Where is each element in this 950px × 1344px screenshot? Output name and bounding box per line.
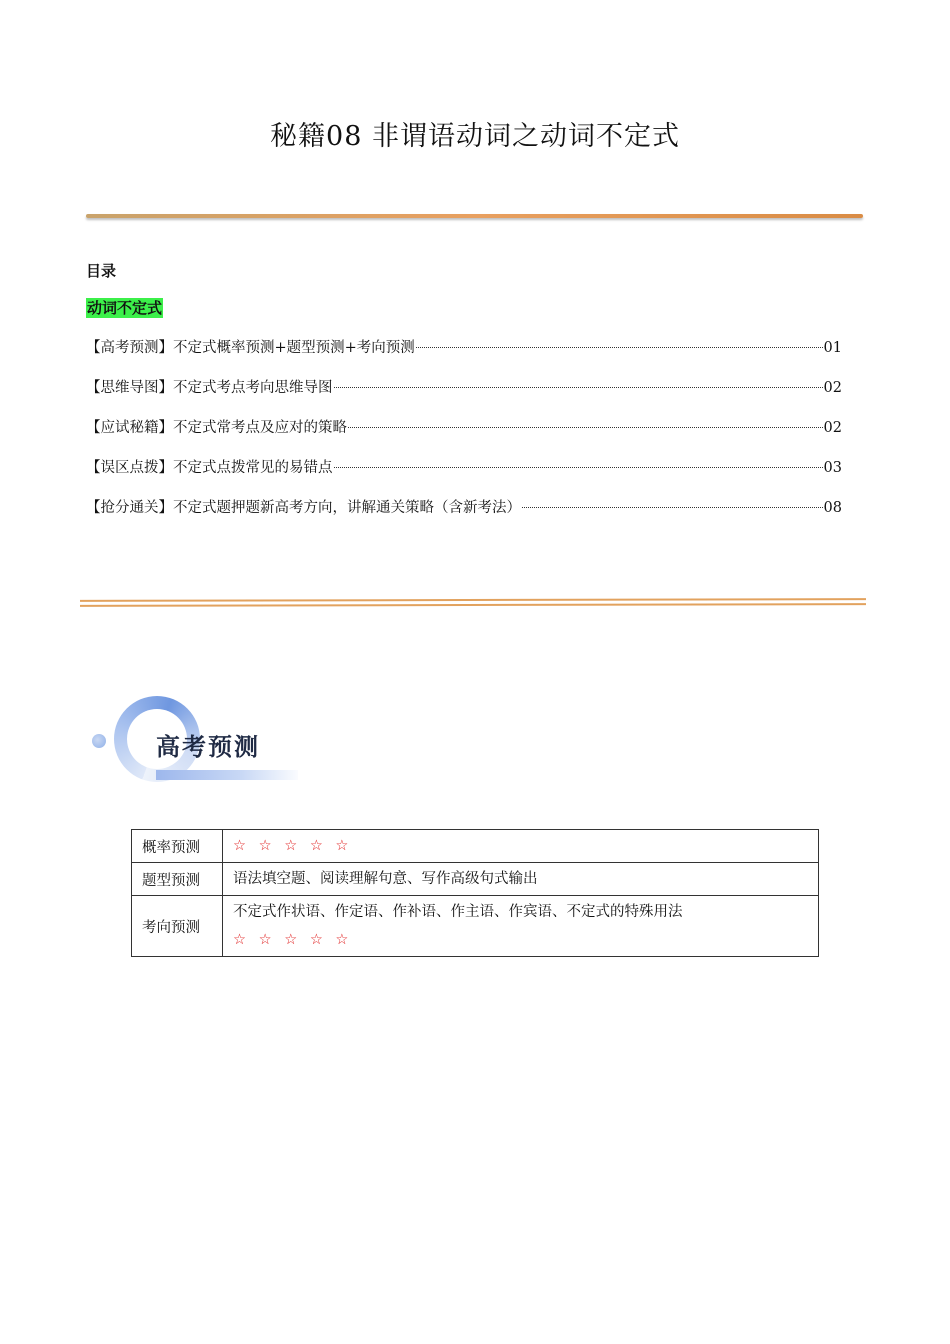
table-value-text: 不定式作状语、作定语、作补语、作主语、作宾语、不定式的特殊用法 — [233, 904, 683, 920]
table-of-contents — [86, 336, 842, 536]
toc-heading: 目录 — [86, 262, 117, 280]
orange-divider — [86, 214, 863, 218]
banner-underline — [156, 770, 298, 780]
banner-label: 高考预测 — [156, 733, 260, 761]
section-banner — [92, 694, 302, 786]
toc-item-page: 02 — [823, 380, 842, 396]
toc-item[interactable] — [86, 336, 842, 376]
toc-leader-dots — [348, 427, 823, 428]
star-rating: ☆ ☆ ☆ ☆ ☆ — [233, 932, 353, 948]
double-divider — [80, 596, 866, 608]
toc-item-page: 03 — [823, 460, 842, 476]
toc-item-label: 【高考预测】不定式概率预测+题型预测+考向预测 — [86, 340, 415, 356]
toc-item-page: 08 — [823, 500, 842, 516]
toc-leader-dots — [334, 467, 823, 468]
toc-item-label: 【误区点拨】不定式点拨常见的易错点 — [86, 460, 333, 476]
toc-item-label: 【思维导图】不定式考点考向思维导图 — [86, 380, 333, 396]
toc-item-page: 02 — [823, 420, 842, 436]
table-value-cell — [223, 830, 819, 863]
toc-item[interactable] — [86, 496, 842, 536]
star-rating: ☆ ☆ ☆ ☆ ☆ — [233, 838, 353, 854]
toc-item-label: 【抢分通关】不定式题押题新高考方向，讲解通关策略（含新考法） — [86, 500, 521, 516]
table-value-cell: 语法填空题、阅读理解句意、写作高级句式输出 — [223, 863, 819, 896]
table-row — [132, 896, 819, 957]
table-row — [132, 863, 819, 896]
prediction-table — [131, 829, 819, 957]
divider-line — [80, 603, 866, 606]
table-value-cell — [223, 896, 819, 957]
table-key-cell: 题型预测 — [132, 863, 223, 896]
table-row — [132, 830, 819, 863]
table-key-cell: 概率预测 — [132, 830, 223, 863]
toc-leader-dots — [334, 387, 823, 388]
banner-dot-icon — [92, 734, 106, 748]
divider-line — [80, 598, 866, 601]
table-key-cell: 考向预测 — [132, 896, 223, 957]
toc-item-label: 【应试秘籍】不定式常考点及应对的策略 — [86, 420, 347, 436]
toc-item[interactable] — [86, 416, 842, 456]
toc-item-page: 01 — [823, 340, 842, 356]
page-title: 秘籍08 非谓语动词之动词不定式 — [270, 121, 680, 152]
toc-leader-dots — [522, 507, 823, 508]
toc-item[interactable] — [86, 376, 842, 416]
toc-item[interactable] — [86, 456, 842, 496]
toc-leader-dots — [416, 347, 823, 348]
toc-section-highlight: 动词不定式 — [87, 299, 163, 317]
